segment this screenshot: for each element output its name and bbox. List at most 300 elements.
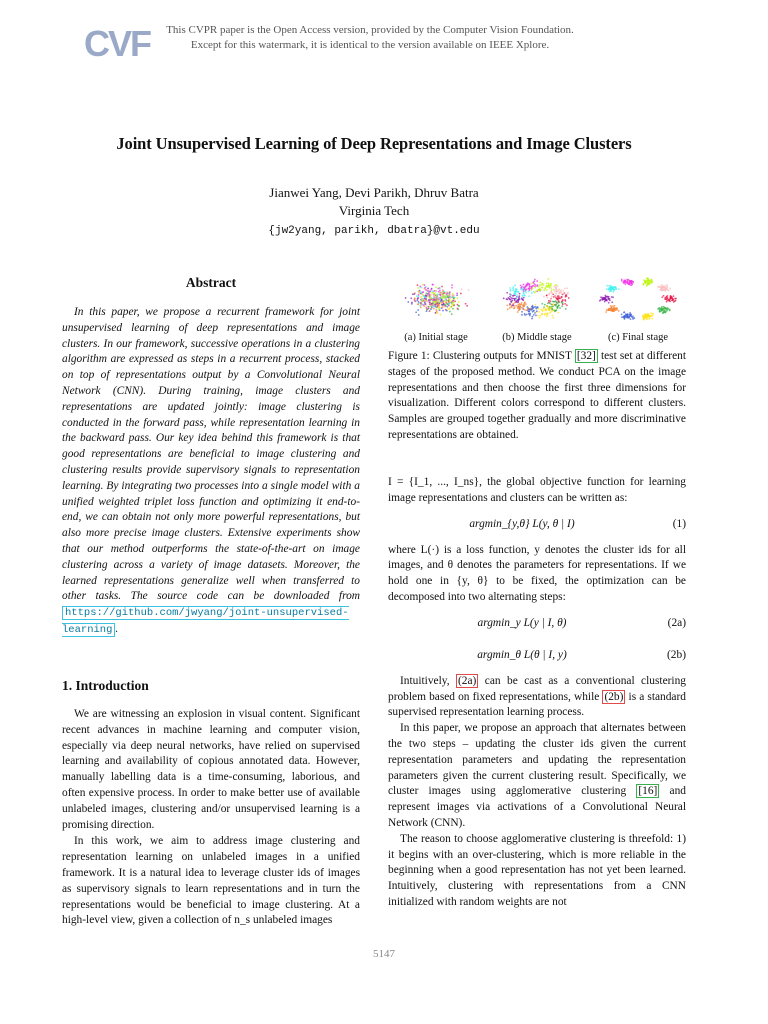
scatter-point (429, 310, 431, 312)
scatter-point (565, 308, 567, 310)
scatter-point (446, 310, 448, 312)
scatter-point (458, 305, 460, 307)
scatter-point (523, 293, 525, 295)
figure-1 (388, 270, 686, 444)
scatter-point (610, 305, 612, 307)
scatter-point (611, 301, 613, 303)
scatter-point (547, 302, 549, 304)
scatter-point (606, 288, 608, 290)
scatter-point (548, 293, 550, 295)
scatter-point (552, 304, 554, 306)
scatter-point (548, 300, 550, 302)
scatter-point (646, 315, 648, 317)
scatter-point (517, 311, 519, 313)
scatter-point (456, 294, 458, 296)
scatter-point (631, 284, 633, 286)
scatter-point (525, 291, 527, 293)
scatter-point (432, 298, 434, 300)
scatter-point (552, 317, 554, 319)
scatter-point (513, 298, 515, 300)
scatter-point (609, 299, 611, 301)
scatter-point (507, 308, 509, 310)
scatter-point (647, 278, 649, 280)
scatter-point (506, 292, 508, 294)
scatter-point (526, 314, 528, 316)
scatter-point (608, 289, 610, 291)
scatter-point (562, 302, 564, 304)
scatter-point (442, 310, 444, 312)
scatter-point (661, 288, 663, 290)
scatter-point (435, 294, 437, 296)
scatter-point (613, 287, 615, 289)
scatter-point (518, 295, 520, 297)
scatter-point (666, 286, 668, 288)
scatter-point (448, 303, 450, 305)
scatter-point (608, 302, 610, 304)
scatter-point (612, 305, 614, 307)
scatter-point (550, 300, 552, 302)
scatter-point (633, 317, 635, 319)
scatter-point (663, 306, 665, 308)
scatter-point (611, 310, 613, 312)
page-number: 5147 (373, 948, 395, 960)
scatter-point (539, 315, 541, 317)
equation-2a (388, 610, 686, 638)
scatter-point (417, 297, 419, 299)
equation-1-number: (1) (672, 517, 686, 530)
scatter-point (621, 313, 623, 315)
scatter-point (456, 292, 458, 294)
abstract-end: . (115, 622, 119, 635)
scatter-point (425, 304, 427, 306)
scatter-point (557, 285, 559, 287)
panel-caption-c: (c) Final stage (607, 332, 669, 343)
intro-paragraph-1: We are witnessing an explosion in visual content. Significant recent advances in machine learning and computer vision, especially via deep neural networks, have relied on supervised learning and availability of copious annotated data. However, manually labelling data is a time-consuming, laborious, and often expensive process. In order to make better use of available unlabeled images, clustering and/or unsupervised learning is a promising direction. (62, 708, 360, 831)
scatter-point (549, 287, 551, 289)
scatter-point (514, 307, 516, 309)
scatter-point (542, 283, 544, 285)
scatter-point (537, 284, 539, 286)
scatter-point (437, 288, 439, 290)
scatter-point (417, 287, 419, 289)
scatter-point (519, 304, 521, 306)
scatter-point (649, 318, 651, 320)
scatter-point (445, 298, 447, 300)
scatter-point (521, 302, 523, 304)
scatter-point (523, 284, 525, 286)
scatter-point (515, 299, 517, 301)
scatter-point (443, 303, 445, 305)
scatter-point (450, 306, 452, 308)
scatter-point (531, 318, 533, 320)
ref-eq-2a[interactable]: (2a) (458, 674, 477, 687)
scatter-point (630, 318, 632, 320)
scatter-point (423, 284, 425, 286)
scatter-point (425, 301, 427, 303)
scatter-point (547, 312, 549, 314)
scatter-point (540, 309, 542, 311)
scatter-point (665, 309, 667, 311)
scatter-point (537, 286, 539, 288)
scatter-point (525, 288, 527, 290)
scatter-point (440, 296, 442, 298)
emails: {jw2yang, parikh, dbatra}@vt.edu (268, 225, 480, 237)
intuition-text-a: Intuitively, (400, 674, 450, 687)
scatter-point (429, 292, 431, 294)
scatter-point (675, 298, 677, 300)
scatter-point (568, 297, 570, 299)
scatter-point (439, 292, 441, 294)
scatter-point (453, 302, 455, 304)
scatter-point (605, 311, 607, 313)
scatter-point (533, 280, 535, 282)
scatter-point (557, 298, 559, 300)
scatter-point (546, 294, 548, 296)
scatter-point (622, 281, 624, 283)
loss-description: where L(·) is a loss function, y denotes the cluster ids for all images, and θ denotes the parameters for representations. If we hold one in {y, θ} to be fixed, the optimization can be decomposed into two alternating steps: (388, 543, 686, 603)
scatter-point (466, 305, 468, 307)
authors-block (40, 184, 708, 220)
scatter-point (669, 310, 671, 312)
scatter-point (606, 285, 608, 287)
equation-1 (388, 511, 686, 539)
scatter-point (546, 285, 548, 287)
scatter-point (531, 287, 533, 289)
scatter-point (543, 296, 545, 298)
scatter-point (435, 286, 437, 288)
scatter-point (438, 298, 440, 300)
scatter-point (652, 313, 654, 315)
scatter-point (533, 283, 535, 285)
scatter-point (556, 305, 558, 307)
scatter-point (645, 316, 647, 318)
scatter-point (421, 299, 423, 301)
scatter-point (527, 283, 529, 285)
scatter-point (512, 289, 514, 291)
scatter-point (555, 288, 557, 290)
scatter-point (410, 297, 412, 299)
scatter-point (647, 283, 649, 285)
abstract-heading: Abstract (185, 275, 237, 290)
scatter-point (631, 280, 633, 282)
scatter-point (420, 302, 422, 304)
scatter-point (550, 291, 552, 293)
objective-intro: I = {I_1, ..., I_ns}, the global objective function for learning image representations and clusters can be written as: (388, 476, 686, 504)
scatter-point (664, 297, 666, 299)
scatter-point (657, 308, 659, 310)
scatter-point (430, 304, 432, 306)
scatter-point (565, 296, 567, 298)
scatter-point (603, 297, 605, 299)
scatter-point (518, 307, 520, 309)
scatter-point (435, 312, 437, 314)
scatter-point (514, 293, 516, 295)
watermark (150, 23, 590, 53)
scatter-point (433, 295, 435, 297)
scatter-point (451, 302, 453, 304)
scatter-point (557, 312, 559, 314)
scatter-point (514, 284, 516, 286)
scatter-point (431, 307, 433, 309)
scatter-point (516, 294, 518, 296)
scatter-point (453, 304, 455, 306)
scatter-point (539, 282, 541, 284)
scatter-point (430, 308, 432, 310)
scatter-point (644, 316, 646, 318)
scatter-point (543, 284, 545, 286)
scatter-point (618, 310, 620, 312)
scatter-point (663, 295, 665, 297)
scatter-point (663, 311, 665, 313)
scatter-point (606, 309, 608, 311)
ref-eq-2b[interactable]: (2b) (604, 690, 624, 703)
scatter-point (521, 296, 523, 298)
scatter-point (517, 304, 519, 306)
abstract-text: In this paper, we propose a recurrent framework for joint unsupervised learning of deep representations and image clusters. In our framework, successive operations in a clustering algorithm are expressed as steps in a recurrent process, stacked on top of representations output by a Convolutional Neural Network (CNN). During training, image clusters and representations are updated jointly: image clustering is conducted in the forward pass, while representation learning in the backward pass. Our key idea behind this framework is that good representations are beneficial to image clustering and clustering results provide supervisory signals to representation learning. By integrating two processes into a single model with a unified weighted triplet loss function and optimizing it end-to-end, we can obtain not only more powerful representations, but also more precise image clusters. Extensive experiments show that our method outperforms the state-of-the-art on image clustering across a variety of image datasets. Moreover, the learned representations generalize well when transferred to other tasks. The source code can be downloaded from (62, 306, 360, 603)
scatter-point (417, 309, 419, 311)
scatter-point (542, 309, 544, 311)
scatter-point (506, 304, 508, 306)
scatter-point (457, 297, 459, 299)
scatter-point (558, 288, 560, 290)
scatter-point (418, 291, 420, 293)
scatter-point (531, 306, 533, 308)
scatter-point (529, 308, 531, 310)
scatter-point (662, 289, 664, 291)
scatter-point (608, 308, 610, 310)
scatter-point (534, 312, 536, 314)
scatter-point (512, 295, 514, 297)
scatter-point (527, 307, 529, 309)
scatter-point (446, 291, 448, 293)
scatter-point (439, 314, 441, 316)
scatter-point (429, 302, 431, 304)
scatter-point (442, 295, 444, 297)
scatter-point (451, 304, 453, 306)
scatter-point (541, 314, 543, 316)
scatter-point (449, 296, 451, 298)
scatter-point (430, 296, 432, 298)
scatter-point (522, 308, 524, 310)
paper-title: Joint Unsupervised Learning of Deep Representations and Image Clusters (116, 134, 632, 153)
scatter-point (549, 302, 551, 304)
scatter-point (506, 298, 508, 300)
scatter-point (536, 307, 538, 309)
scatter-point (433, 301, 435, 303)
scatter-point (422, 291, 424, 293)
citation-16[interactable]: [16] (638, 785, 658, 798)
scatter-point (531, 282, 533, 284)
scatter-point (648, 316, 650, 318)
scatter-point (562, 290, 564, 292)
scatter-point (510, 297, 512, 299)
scatter-point (416, 299, 418, 301)
intro-body (62, 707, 360, 930)
scatter-point (416, 295, 418, 297)
citation-32[interactable]: [32] (576, 350, 596, 362)
scatter-point (666, 300, 668, 302)
scatter-point (526, 285, 528, 287)
scatter-point (610, 309, 612, 311)
scatter-point (675, 300, 677, 302)
scatter-point (550, 284, 552, 286)
scatter-point (438, 308, 440, 310)
approach-paragraph (388, 721, 686, 832)
scatter-point (519, 298, 521, 300)
scatter-point (420, 296, 422, 298)
intuition-text-c: is a standard supervised representation learning process. (388, 690, 686, 719)
scatter-point (666, 296, 668, 298)
scatter-point (668, 289, 670, 291)
scatter-point (550, 297, 552, 299)
approach-text-b: and represent images via activations of a Convolutional Neural Network (CNN). (388, 785, 686, 829)
scatter-point (531, 292, 533, 294)
scatter-point (555, 293, 557, 295)
scatter-point (523, 290, 525, 292)
scatter-point (441, 302, 443, 304)
scatter-point (442, 289, 444, 291)
scatter-point (614, 309, 616, 311)
scatter-point (552, 315, 554, 317)
scatter-point (613, 289, 615, 291)
scatter-point (609, 288, 611, 290)
scatter-point (667, 298, 669, 300)
scatter-point (546, 289, 548, 291)
scatter-point (427, 288, 429, 290)
scatter-point (624, 283, 626, 285)
scatter-point (422, 284, 424, 286)
scatter-point (632, 317, 634, 319)
scatter-point (546, 282, 548, 284)
scatter-point (658, 286, 660, 288)
scatter-point (523, 305, 525, 307)
intuition-paragraph (388, 674, 686, 721)
equation-2b-formula: argmin_θ L(θ | I, y) (477, 648, 567, 661)
scatter-point (627, 283, 629, 285)
scatter-point (556, 291, 558, 293)
scatter-point (532, 310, 534, 312)
scatter-point (521, 295, 523, 297)
scatter-point (441, 306, 443, 308)
scatter-point (453, 298, 455, 300)
scatter-point (623, 312, 625, 314)
scatter-point (536, 310, 538, 312)
scatter-point (662, 286, 664, 288)
figure-panel-final (590, 270, 686, 328)
scatter-point (516, 300, 518, 302)
scatter-point (557, 307, 559, 309)
scatter-point (424, 287, 426, 289)
scatter-point (555, 296, 557, 298)
equation-1-formula: argmin_{y,θ} L(y, θ | I) (469, 517, 575, 530)
scatter-point (565, 300, 567, 302)
svg-text:CVF: CVF (84, 23, 150, 64)
scatter-point (435, 309, 437, 311)
scatter-point (645, 318, 647, 320)
scatter-point (600, 299, 602, 301)
scatter-point (547, 278, 549, 280)
scatter-point (564, 292, 566, 294)
scatter-point (547, 307, 549, 309)
scatter-point (608, 285, 610, 287)
scatter-point (673, 295, 675, 297)
scatter-point (515, 289, 517, 291)
scatter-point (662, 312, 664, 314)
scatter-point (554, 291, 556, 293)
scatter-point (418, 302, 420, 304)
scatter-point (539, 285, 541, 287)
scatter-point (423, 294, 425, 296)
scatter-point (543, 308, 545, 310)
scatter-point (538, 289, 540, 291)
scatter-point (545, 287, 547, 289)
scatter-point (618, 288, 620, 290)
scatter-point (458, 301, 460, 303)
scatter-point (511, 304, 513, 306)
scatter-point (438, 296, 440, 298)
scatter-point (448, 294, 450, 296)
watermark-line-2: Except for this watermark, it is identical to the version available on IEEE Xplore. (190, 39, 550, 51)
scatter-point (566, 304, 568, 306)
scatter-point (525, 303, 527, 305)
scatter-point (551, 295, 553, 297)
scatter-point (524, 313, 526, 315)
scatter-point (461, 288, 463, 290)
scatter-point (427, 295, 429, 297)
scatter-point (630, 282, 632, 284)
scatter-point (531, 289, 533, 291)
scatter-point (553, 309, 555, 311)
scatter-point (448, 305, 450, 307)
cvf-logo (82, 18, 150, 64)
scatter-point (668, 299, 670, 301)
scatter-point (541, 286, 543, 288)
scatter-point (441, 286, 443, 288)
scatter-point (405, 297, 407, 299)
scatter-point (524, 288, 526, 290)
scatter-point (417, 303, 419, 305)
scatter-point (559, 307, 561, 309)
scatter-point (414, 297, 416, 299)
scatter-point (545, 313, 547, 315)
scatter-point (552, 294, 554, 296)
scatter-point (567, 292, 569, 294)
intuition-text-b: can be cast as a conventional clustering problem based on fixed representations, while (388, 674, 686, 703)
scatter-point (612, 287, 614, 289)
scatter-point (621, 280, 623, 282)
scatter-point (433, 304, 435, 306)
scatter-point (550, 287, 552, 289)
scatter-point (449, 311, 451, 313)
affiliation: Virginia Tech (338, 203, 410, 218)
scatter-point (437, 305, 439, 307)
source-code-link[interactable]: https://github.com/jwyang/joint-unsupervised-learning (62, 607, 349, 636)
intro-heading: 1. Introduction (62, 678, 149, 693)
reason-paragraph: The reason to choose agglomerative clustering is threefold: 1) it begins with an over-clustering, which is more reliable in the beginning when a good representation has not yet been learned. Intuitively, clustering with representations from a CNN initialized with random weights are not (388, 832, 686, 908)
scatter-point (562, 293, 564, 295)
scatter-point (535, 306, 537, 308)
scatter-point (439, 289, 441, 291)
scatter-point (520, 285, 522, 287)
scatter-point (539, 317, 541, 319)
authors: Jianwei Yang, Devi Parikh, Dhruv Batra (269, 185, 479, 200)
scatter-point (553, 289, 555, 291)
panel-caption-b: (b) Middle stage (502, 332, 572, 343)
scatter-point (413, 293, 415, 295)
scatter-point (607, 298, 609, 300)
scatter-point (448, 297, 450, 299)
scatter-point (510, 301, 512, 303)
